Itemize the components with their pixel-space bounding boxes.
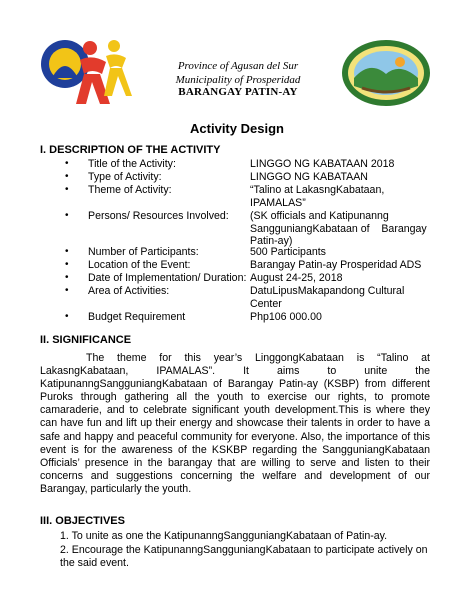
row-value: SangguniangKabataan of Barangay — [250, 222, 427, 235]
row-label: Number of Participants: — [88, 246, 199, 258]
section-heading-description: I. DESCRIPTION OF THE ACTIVITY — [40, 144, 221, 156]
row-label: Date of Implementation/ Duration: — [88, 272, 247, 284]
row-value: 500 Participants — [250, 246, 326, 258]
row-value: (SK officials and Katipunanng — [250, 210, 389, 222]
row-label: Area of Activities: — [88, 285, 170, 297]
bullet-icon: • — [65, 158, 69, 169]
bullet-icon: • — [65, 184, 69, 195]
row-label: Budget Requirement — [88, 311, 186, 323]
row-label: Persons/ Resources Involved: — [88, 210, 229, 222]
row-label: Location of the Event: — [88, 259, 191, 271]
row-value: Patin-ay) — [250, 235, 293, 248]
section-heading-significance: II. SIGNIFICANCE — [40, 334, 132, 346]
row-value: LINGGO NG KABATAAN 2018 — [250, 158, 395, 170]
bullet-icon: • — [65, 210, 69, 221]
row-label: Type of Activity: — [88, 171, 162, 183]
sk-logo-icon — [40, 34, 132, 116]
row-value: Barangay Patin-ay Prosperidad ADS — [250, 259, 422, 271]
row-label: Theme of Activity: — [88, 184, 172, 196]
barangay-seal-icon — [340, 38, 432, 108]
municipality-line: Municipality of Prosperidad — [175, 74, 301, 86]
section-heading-objectives: III. OBJECTIVES — [40, 515, 125, 527]
bullet-icon: • — [65, 285, 69, 296]
bullet-icon: • — [65, 171, 69, 182]
row-value: August 24-25, 2018 — [250, 272, 343, 284]
row-label: Title of the Activity: — [88, 158, 176, 170]
significance-paragraph: The theme for this year’s LinggongKabataan is “Talino at LakasngKabataan, IPAMALAS”. It aims to unite the KatipunanngSangguniangKabataan of Barangay Patin-ay (KSBP) from different Puroks through gathering all the youth to exercise our rights, to promote camaraderie, and to celebrate significant youth development.This is where they can have fun and lift up their energy and showcase their talents in order to have a safe and happy and peaceful community for everyone. Also, the importance of this event is for the awareness of the KSKBP regarding the SangguniangKabataan Officials’ presence in the barangay that are willing to serve and listen to their concerns and suggestions concerning the welfare and development of our Barangay, particularly the youth. — [40, 352, 430, 495]
bullet-icon: • — [65, 311, 69, 322]
bullet-icon: • — [65, 272, 69, 283]
row-value: DatuLipusMakapandong Cultural — [250, 285, 405, 297]
objectives-list — [40, 530, 440, 571]
row-value: LINGGO NG KABATAAN — [250, 171, 368, 183]
province-line: Province of Agusan del Sur — [177, 60, 299, 72]
row-value: Php106 000.00 — [250, 311, 322, 323]
row-value: IPAMALAS” — [250, 196, 306, 209]
barangay-line: BARANGAY PATIN-AY — [178, 86, 298, 98]
objective-item: 1. To unite as one the KatipunanngSangguniangKabataan of Patin-ay. — [60, 530, 388, 542]
bullet-icon: • — [65, 259, 69, 270]
document-title: Activity Design — [190, 121, 284, 136]
objective-item: 2. Encourage the KatipunanngSangguniangKabataan to participate actively on the said event. — [60, 543, 428, 570]
bullet-icon: • — [65, 246, 69, 257]
row-value: Center — [250, 297, 282, 310]
row-value: “Talino at LakasngKabataan, — [250, 184, 385, 196]
